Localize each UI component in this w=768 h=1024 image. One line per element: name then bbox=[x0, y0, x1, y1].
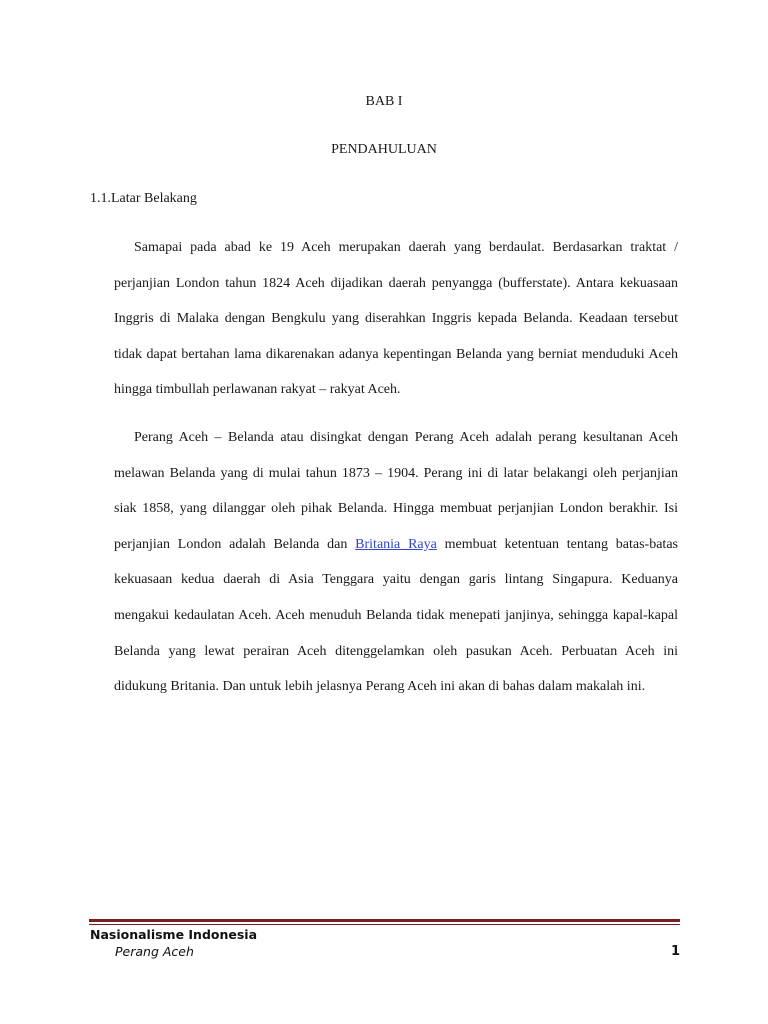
footer-subtitle: Perang Aceh bbox=[115, 944, 194, 959]
footer-divider-thin bbox=[89, 924, 680, 925]
chapter-number: BAB I bbox=[365, 94, 403, 109]
section-heading: 1.1.Latar Belakang bbox=[90, 191, 197, 206]
footer-divider-thick bbox=[89, 919, 680, 922]
chapter-title: PENDAHULUAN bbox=[331, 142, 437, 157]
footer-title: Nasionalisme Indonesia bbox=[90, 927, 258, 942]
britania-raya-link[interactable]: Britania Raya bbox=[355, 536, 437, 552]
paragraph-2-text-after-link: membuat ketentuan tentang batas-batas kekuasaan kedua daerah di Asia Tenggara yaitu dengan garis lintang Singapura. Keduanya mengakui kedaulatan Aceh. Aceh menuduh Belanda tidak menepati janjinya, sehingga kapal-kapal Belanda yang lewat perairan Aceh ditenggelamkan oleh pasukan Aceh. Perbuatan Aceh ini didukung Britania. Dan untuk lebih jelasnya Perang Aceh ini akan di bahas dalam makalah ini. bbox=[114, 536, 678, 695]
paragraph-2 bbox=[114, 420, 678, 705]
page-number: 1 bbox=[670, 944, 680, 959]
paragraph-1: Samapai pada abad ke 19 Aceh merupakan daerah yang berdaulat. Berdasarkan traktat / perjanjian London tahun 1824 Aceh dijadikan daerah penyangga (bufferstate). Antara kekuasaan Inggris di Malaka dengan Bengkulu yang diserahkan Inggris kepada Belanda. Keadaan tersebut tidak dapat bertahan lama dikarenakan adanya kepentingan Belanda yang berniat menduduki Aceh hingga timbullah perlawanan rakyat – rakyat Aceh. bbox=[114, 240, 678, 398]
paragraph-2-text-before-link: Perang Aceh – Belanda atau disingkat dengan Perang Aceh adalah perang kesultanan Aceh melawan Belanda yang di mulai tahun 1873 – 1904. Perang ini di latar belakangi oleh perjanjian siak 1858, yang dilanggar oleh pihak Belanda. Hingga membuat perjanjian London berakhir. Isi perjanjian London adalah Belanda dan bbox=[114, 430, 678, 552]
